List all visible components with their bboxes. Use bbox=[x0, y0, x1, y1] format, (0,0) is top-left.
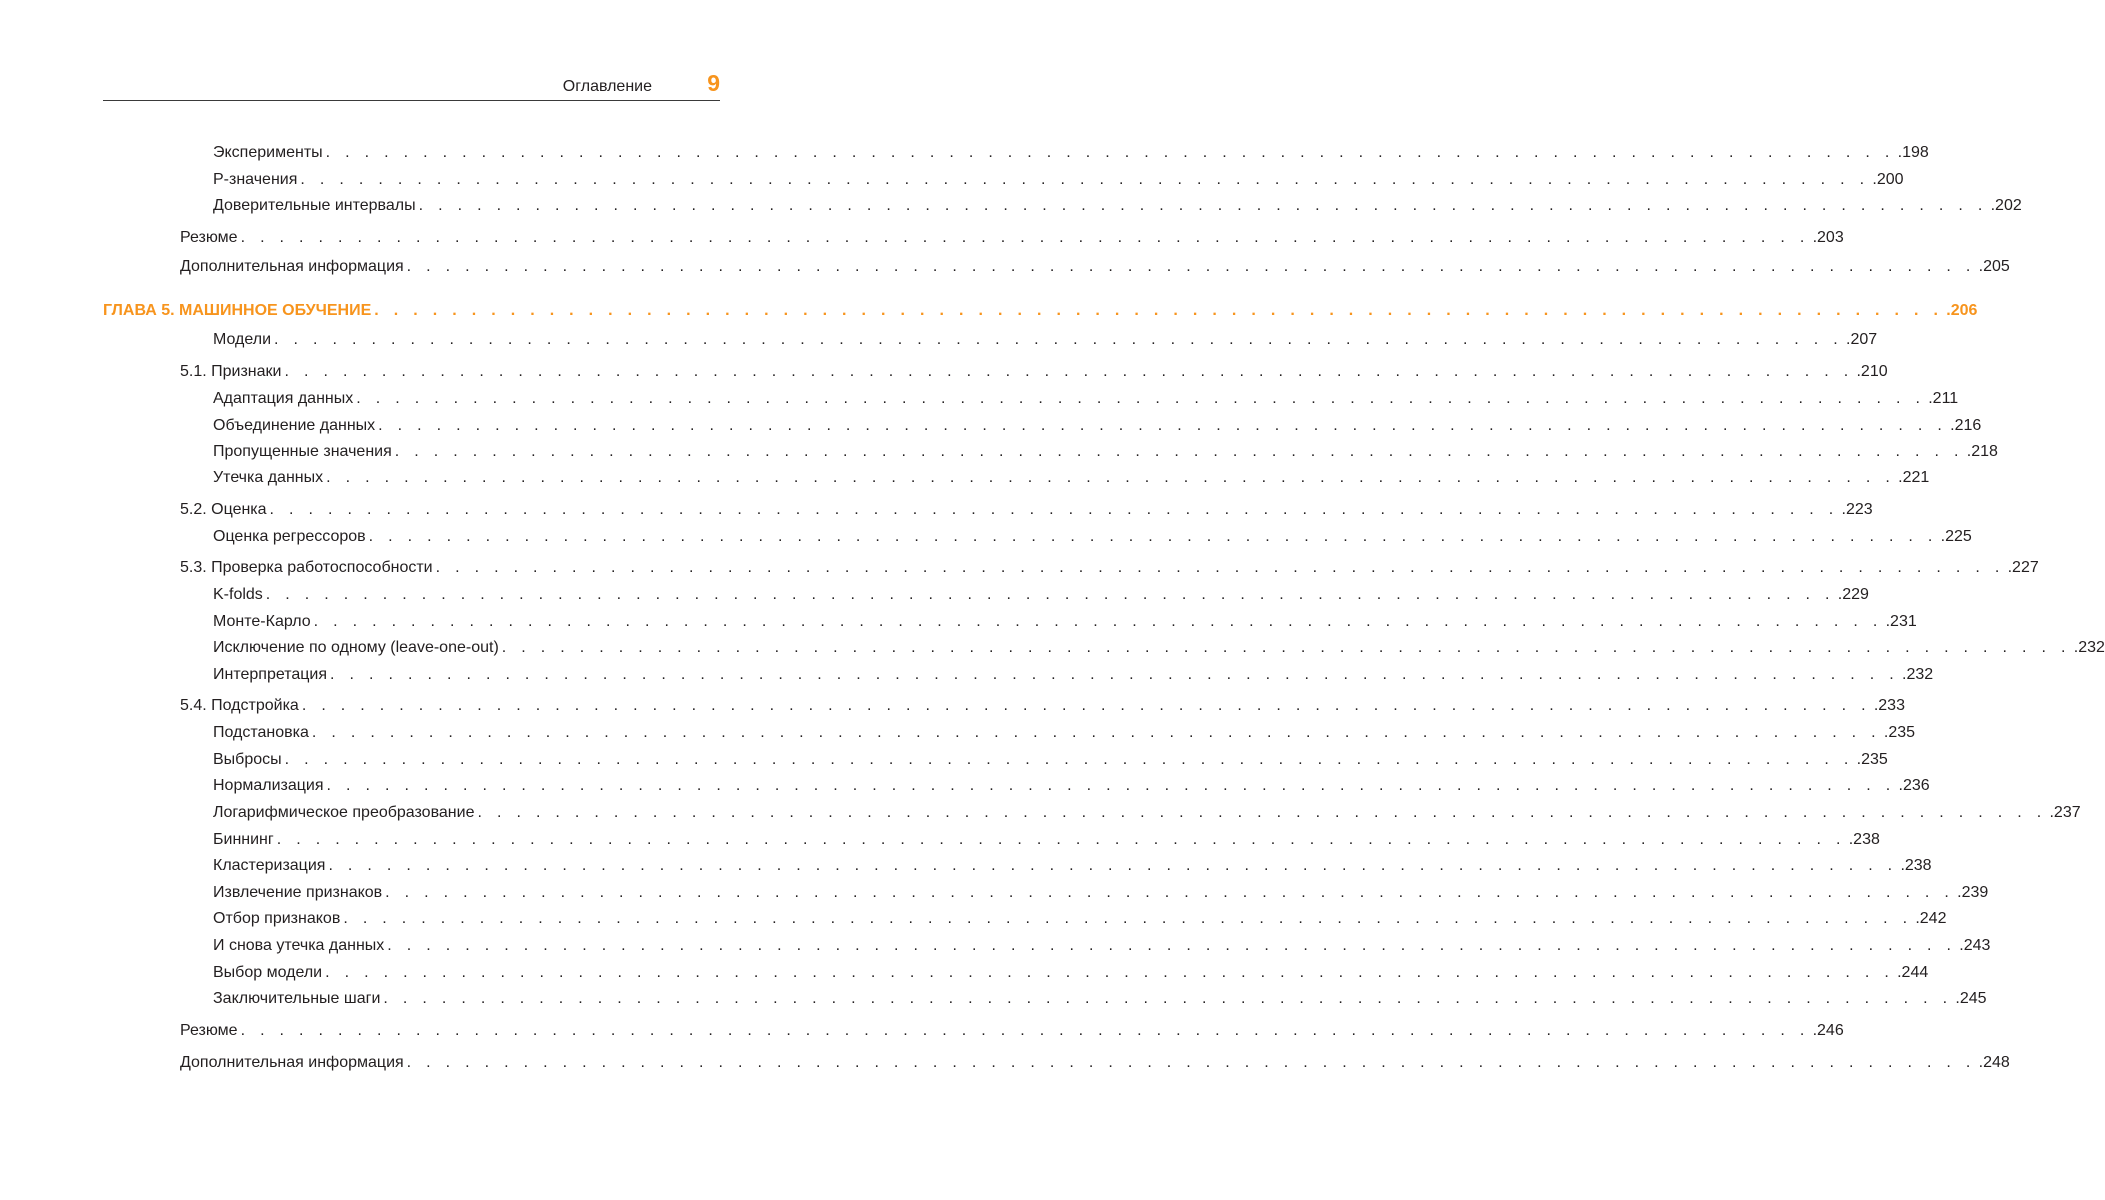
toc-entry[interactable] bbox=[180, 499, 1873, 521]
dot-leader: . . . . . . . . . . . . . . . . . . . . . . . . . . . . . . . . . . . . . . . . . . . . . . . . . . . . . . . . . . . . . . . . . . . . . . . . . . . . . . . . . bbox=[435, 559, 2005, 576]
toc-entry[interactable] bbox=[213, 611, 1917, 633]
dot-leader: . . . . . . . . . . . . . . . . . . . . . . . . . . . . . . . . . . . . . . . . . . . . . . . . . . . . . . . . . . . . . . . . . . . . . . . . . . . . . . . . . bbox=[300, 171, 1870, 188]
toc-entry[interactable] bbox=[213, 908, 1947, 930]
toc-entry[interactable] bbox=[180, 256, 2010, 278]
toc-entry[interactable] bbox=[213, 329, 1878, 351]
toc-entry-title: Интерпретация bbox=[213, 666, 328, 683]
dot-leader: . . . . . . . . . . . . . . . . . . . . . . . . . . . . . . . . . . . . . . . . . . . . . . . . . . . . . . . . . . . . . . . . . . . . . . . . . . . . . . . . . bbox=[368, 528, 1938, 545]
toc-entry-title: Монте-Карло bbox=[213, 613, 311, 630]
page-number: 9 bbox=[707, 70, 720, 96]
toc-entry-page: .225 bbox=[1940, 528, 1972, 545]
toc-entry[interactable] bbox=[213, 855, 1932, 877]
toc-entry-title: Пропущенные значения bbox=[213, 443, 392, 460]
toc-entry-title: Дополнительная информация bbox=[180, 258, 404, 275]
toc-entry[interactable] bbox=[213, 882, 1989, 904]
toc-entry-title: Извлечение признаков bbox=[213, 884, 383, 901]
toc-entry-page: .211 bbox=[1928, 390, 1959, 407]
toc-entry-title: Объединение данных bbox=[213, 417, 376, 434]
toc-entry-page: .229 bbox=[1837, 586, 1869, 603]
dot-leader: . . . . . . . . . . . . . . . . . . . . . . . . . . . . . . . . . . . . . . . . . . . . . . . . . . . . . . . . . . . . . . . . . . . . . . . . . . . . . . . . . bbox=[378, 417, 1948, 434]
dot-leader: . . . . . . . . . . . . . . . . . . . . . . . . . . . . . . . . . . . . . . . . . . . . . . . . . . . . . . . . . . . . . . . . . . . . . . . . . . . . . . . . . bbox=[274, 331, 1844, 348]
toc-entry-title: Исключение по одному (leave-one-out) bbox=[213, 639, 499, 656]
toc-entry-page: .245 bbox=[1955, 990, 1987, 1007]
toc-entry-title: Кластеризация bbox=[213, 857, 326, 874]
toc-entry-page: .237 bbox=[2049, 804, 2081, 821]
dot-leader: . . . . . . . . . . . . . . . . . . . . . . . . . . . . . . . . . . . . . . . . . . . . . . . . . . . . . . . . . . . . . . . . . . . . . . . . . . . . . . . . . bbox=[265, 586, 1835, 603]
dot-leader: . . . . . . . . . . . . . . . . . . . . . . . . . . . . . . . . . . . . . . . . . . . . . . . . . . . . . . . . . . . . . . . . . . . . . . . . . . . . . . . . . bbox=[383, 990, 1953, 1007]
toc-entry[interactable] bbox=[180, 361, 1888, 383]
toc-entry-page: .218 bbox=[1966, 443, 1998, 460]
toc-entry[interactable] bbox=[213, 829, 1880, 851]
toc-entry[interactable] bbox=[213, 802, 2081, 824]
dot-leader: . . . . . . . . . . . . . . . . . . . . . . . . . . . . . . . . . . . . . . . . . . . . . . . . . . . . . . . . . . . . . . . . . . . . . . . . . . . . . . . . . bbox=[356, 390, 1926, 407]
dot-leader: . . . . . . . . . . . . . . . . . . . . . . . . . . . . . . . . . . . . . . . . . . . . . . . . . . . . . . . . . . . . . . . . . . . . . . . . . . . . . . . . . bbox=[276, 831, 1846, 848]
toc-entry-title: Выбросы bbox=[213, 751, 282, 768]
toc-entry-title: Модели bbox=[213, 331, 272, 348]
dot-leader: . . . . . . . . . . . . . . . . . . . . . . . . . . . . . . . . . . . . . . . . . . . . . . . . . . . . . . . . . . . . . . . . . . . . . . . . . . . . . . . . . bbox=[284, 751, 1854, 768]
toc-entry[interactable] bbox=[213, 467, 1930, 489]
dot-leader: . . . . . . . . . . . . . . . . . . . . . . . . . . . . . . . . . . . . . . . . . . . . . . . . . . . . . . . . . . . . . . . . . . . . . . . . . . . . . . . . . bbox=[328, 857, 1898, 874]
dot-leader: . . . . . . . . . . . . . . . . . . . . . . . . . . . . . . . . . . . . . . . . . . . . . . . . . . . . . . . . . . . . . . . . . . . . . . . . . . . . . . . . . bbox=[325, 964, 1895, 981]
dot-leader: . . . . . . . . . . . . . . . . . . . . . . . . . . . . . . . . . . . . . . . . . . . . . . . . . . . . . . . . . . . . . . . . . . . . . . . . . . . . . . . . . bbox=[301, 697, 1871, 714]
toc-entry[interactable] bbox=[180, 1052, 2010, 1074]
toc-entry[interactable] bbox=[213, 584, 1869, 606]
toc-chapter-entry[interactable] bbox=[103, 300, 1978, 322]
toc-entry-title: Нормализация bbox=[213, 777, 324, 794]
dot-leader: . . . . . . . . . . . . . . . . . . . . . . . . . . . . . . . . . . . . . . . . . . . . . . . . . . . . . . . . . . . . . . . . . . . . . . . . . . . . . . . . . bbox=[311, 724, 1881, 741]
toc-entry-page: .203 bbox=[1812, 229, 1844, 246]
toc-entry-title: Оценка регрессоров bbox=[213, 528, 366, 545]
toc-entry-title: Логарифмическое преобразование bbox=[213, 804, 475, 821]
toc-entry-page: .238 bbox=[1848, 831, 1880, 848]
toc-entry-title: P-значения bbox=[213, 171, 298, 188]
toc-entry-title: Заключительные шаги bbox=[213, 990, 381, 1007]
toc-entry-page: .239 bbox=[1957, 884, 1989, 901]
toc-entry-title: 5.4. Подстройка bbox=[180, 697, 299, 714]
toc-entry[interactable] bbox=[213, 935, 1991, 957]
toc-entry-title: 5.2. Оценка bbox=[180, 501, 267, 518]
toc-entry[interactable] bbox=[180, 695, 1905, 717]
toc-entry-title: Подстановка bbox=[213, 724, 309, 741]
toc-chapter-page: .206 bbox=[1946, 302, 1978, 319]
toc-entry-page: .232 bbox=[2073, 639, 2105, 656]
toc-entry[interactable] bbox=[213, 195, 2022, 217]
dot-leader: . . . . . . . . . . . . . . . . . . . . . . . . . . . . . . . . . . . . . . . . . . . . . . . . . . . . . . . . . . . . . . . . . . . . . . . . . . . . . . . . . bbox=[325, 144, 1895, 161]
toc-entry-page: .242 bbox=[1915, 910, 1947, 927]
toc-entry-title: Доверительные интервалы bbox=[213, 197, 416, 214]
toc-entry-title: Эксперименты bbox=[213, 144, 323, 161]
dot-leader: . . . . . . . . . . . . . . . . . . . . . . . . . . . . . . . . . . . . . . . . . . . . . . . . . . . . . . . . . . . . . . . . . . . . . . . . . . . . . . . . . bbox=[406, 258, 1976, 275]
toc-entry-title: Резюме bbox=[180, 229, 238, 246]
toc-entry[interactable] bbox=[213, 664, 1934, 686]
toc-entry[interactable] bbox=[213, 962, 1929, 984]
toc-entry[interactable] bbox=[180, 557, 2039, 579]
toc-entry-page: .232 bbox=[1902, 666, 1934, 683]
dot-leader: . . . . . . . . . . . . . . . . . . . . . . . . . . . . . . . . . . . . . . . . . . . . . . . . . . . . . . . . . . . . . . . . . . . . . . . . . . . . . . . . . bbox=[406, 1054, 1976, 1071]
toc-entry[interactable] bbox=[213, 526, 1972, 548]
toc-entry-page: .210 bbox=[1856, 363, 1888, 380]
toc-entry-title: Выбор модели bbox=[213, 964, 323, 981]
dot-leader: . . . . . . . . . . . . . . . . . . . . . . . . . . . . . . . . . . . . . . . . . . . . . . . . . . . . . . . . . . . . . . . . . . . . . . . . . . . . . . . . . bbox=[385, 884, 1955, 901]
dot-leader: . . . . . . . . . . . . . . . . . . . . . . . . . . . . . . . . . . . . . . . . . . . . . . . . . . . . . . . . . . . . . . . . . . . . . . . . . . . . . . . . . bbox=[326, 777, 1896, 794]
toc-entry-title: Резюме bbox=[180, 1022, 238, 1039]
toc-entry-title: Утечка данных bbox=[213, 469, 324, 486]
toc-entry-title: Отбор признаков bbox=[213, 910, 341, 927]
toc-entry-page: .205 bbox=[1978, 258, 2010, 275]
dot-leader: . . . . . . . . . . . . . . . . . . . . . . . . . . . . . . . . . . . . . . . . . . . . . . . . . . . . . . . . . . . . . . . . . . . . . . . . . . . . . . . . . bbox=[387, 937, 1957, 954]
toc-entry-page: .227 bbox=[2007, 559, 2039, 576]
toc-entry-title: K-folds bbox=[213, 586, 263, 603]
toc-entry-page: .223 bbox=[1841, 501, 1873, 518]
toc-entry[interactable] bbox=[213, 749, 1888, 771]
toc-entry-title: И снова утечка данных bbox=[213, 937, 385, 954]
dot-leader: . . . . . . . . . . . . . . . . . . . . . . . . . . . . . . . . . . . . . . . . . . . . . . . . . . . . . . . . . . . . . . . . . . . . . . . . . . . . . . . . . bbox=[313, 613, 1883, 630]
toc-entry[interactable] bbox=[213, 775, 1930, 797]
dot-leader: . . . . . . . . . . . . . . . . . . . . . . . . . . . . . . . . . . . . . . . . . . . . . . . . . . . . . . . . . . . . . . . . . . . . . . . . . . . . . . . . . bbox=[326, 469, 1896, 486]
toc-entry-page: .231 bbox=[1885, 613, 1917, 630]
toc-chapter-title: ГЛАВА 5. МАШИННОЕ ОБУЧЕНИЕ bbox=[103, 302, 372, 319]
toc-entry-page: .248 bbox=[1978, 1054, 2010, 1071]
toc-entry-page: .246 bbox=[1812, 1022, 1844, 1039]
toc-entry[interactable] bbox=[213, 388, 1959, 410]
dot-leader: . . . . . . . . . . . . . . . . . . . . . . . . . . . . . . . . . . . . . . . . . . . . . . . . . . . . . . . . . . . . . . . . . . . . . . . . . . . . . . . . . bbox=[330, 666, 1900, 683]
toc-entry-page: .243 bbox=[1959, 937, 1991, 954]
dot-leader: . . . . . . . . . . . . . . . . . . . . . . . . . . . . . . . . . . . . . . . . . . . . . . . . . . . . . . . . . . . . . . . . . . . . . . . . . . . . . . . . . bbox=[501, 639, 2071, 656]
toc-entry[interactable] bbox=[213, 142, 1929, 164]
dot-leader: . . . . . . . . . . . . . . . . . . . . . . . . . . . . . . . . . . . . . . . . . . . . . . . . . . . . . . . . . . . . . . . . . . . . . . . . . . . . . . . . . bbox=[343, 910, 1913, 927]
toc-entry-page: .216 bbox=[1950, 417, 1982, 434]
dot-leader: . . . . . . . . . . . . . . . . . . . . . . . . . . . . . . . . . . . . . . . . . . . . . . . . . . . . . . . . . . . . . . . . . . . . . . . . . . . . . . . . . bbox=[240, 229, 1810, 246]
toc-entry[interactable] bbox=[213, 415, 1982, 437]
toc-entry-page: .233 bbox=[1873, 697, 1905, 714]
toc-entry-page: .238 bbox=[1900, 857, 1932, 874]
toc-entry[interactable] bbox=[180, 1020, 1844, 1042]
toc-entry-page: .235 bbox=[1856, 751, 1888, 768]
dot-leader: . . . . . . . . . . . . . . . . . . . . . . . . . . . . . . . . . . . . . . . . . . . . . . . . . . . . . . . . . . . . . . . . . . . . . . . . . . . . . . . . . bbox=[374, 302, 1944, 319]
toc-entry-title: Биннинг bbox=[213, 831, 274, 848]
dot-leader: . . . . . . . . . . . . . . . . . . . . . . . . . . . . . . . . . . . . . . . . . . . . . . . . . . . . . . . . . . . . . . . . . . . . . . . . . . . . . . . . . bbox=[269, 501, 1839, 518]
toc-entry[interactable] bbox=[180, 227, 1844, 249]
toc-entry-title: Дополнительная информация bbox=[180, 1054, 404, 1071]
toc-entry-page: .235 bbox=[1883, 724, 1916, 741]
toc-entry[interactable] bbox=[213, 722, 1916, 744]
toc-entry-page: .221 bbox=[1898, 469, 1930, 486]
toc-entry-title: 5.3. Проверка работоспособности bbox=[180, 559, 433, 576]
toc-entry-page: .236 bbox=[1898, 777, 1930, 794]
toc-entry[interactable] bbox=[213, 169, 1904, 191]
toc-entry-page: .202 bbox=[1990, 197, 2022, 214]
toc-entry-title: 5.1. Признаки bbox=[180, 363, 282, 380]
dot-leader: . . . . . . . . . . . . . . . . . . . . . . . . . . . . . . . . . . . . . . . . . . . . . . . . . . . . . . . . . . . . . . . . . . . . . . . . . . . . . . . . . bbox=[240, 1022, 1810, 1039]
toc-entry[interactable] bbox=[213, 441, 1998, 463]
dot-leader: . . . . . . . . . . . . . . . . . . . . . . . . . . . . . . . . . . . . . . . . . . . . . . . . . . . . . . . . . . . . . . . . . . . . . . . . . . . . . . . . . bbox=[418, 197, 1988, 214]
dot-leader: . . . . . . . . . . . . . . . . . . . . . . . . . . . . . . . . . . . . . . . . . . . . . . . . . . . . . . . . . . . . . . . . . . . . . . . . . . . . . . . . . bbox=[394, 443, 1964, 460]
toc-entry-page: .207 bbox=[1846, 331, 1878, 348]
toc-entry-title: Адаптация данных bbox=[213, 390, 354, 407]
toc-entry-page: .200 bbox=[1872, 171, 1904, 188]
toc-entry[interactable] bbox=[213, 988, 1987, 1010]
toc-entry-page: .198 bbox=[1897, 144, 1929, 161]
toc-entry-page: .244 bbox=[1897, 964, 1929, 981]
header-title: Оглавление bbox=[562, 78, 652, 95]
toc-entry[interactable] bbox=[213, 637, 2105, 659]
dot-leader: . . . . . . . . . . . . . . . . . . . . . . . . . . . . . . . . . . . . . . . . . . . . . . . . . . . . . . . . . . . . . . . . . . . . . . . . . . . . . . . . . bbox=[477, 804, 2047, 821]
dot-leader: . . . . . . . . . . . . . . . . . . . . . . . . . . . . . . . . . . . . . . . . . . . . . . . . . . . . . . . . . . . . . . . . . . . . . . . . . . . . . . . . . bbox=[284, 363, 1854, 380]
